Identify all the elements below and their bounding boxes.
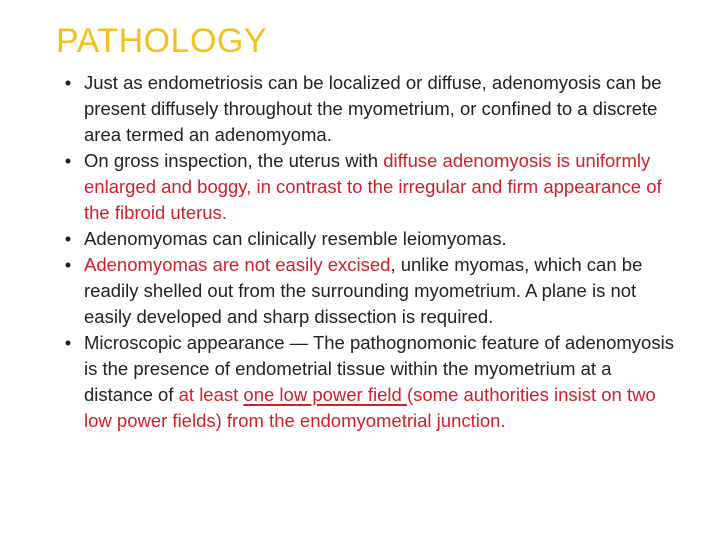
bullet-dot: •	[64, 254, 72, 275]
bullet-item	[58, 70, 678, 148]
bullet-text: Microscopic appearance — The pathognomonic feature of adenomyosis is the presence of endometrial tissue within the myometrium at a distance of	[84, 332, 674, 405]
underlined-emphasis-text: one low power field	[243, 384, 407, 405]
bullet-item	[58, 252, 678, 330]
bullet-emphasis-text: at least	[178, 384, 244, 405]
bullet-emphasis-text: (some authorities insist on two low power fields) from the endomyometrial junction.	[84, 384, 656, 431]
bullet-list	[58, 70, 678, 434]
bullet-item	[58, 226, 678, 252]
bullet-text: Just as endometriosis can be localized or diffuse, adenomyosis can be present diffusely throughout the myometrium, or confined to a discrete area termed an adenomyoma.	[84, 72, 662, 145]
bullet-dot: •	[64, 72, 72, 93]
bullet-item	[58, 330, 678, 434]
bullet-dot: •	[64, 332, 72, 353]
bullet-dot: •	[64, 150, 72, 171]
bullet-dot: •	[64, 228, 72, 249]
bullet-text: , unlike myomas, which can be readily shelled out from the surrounding myometrium. A plane is not easily developed and sharp dissection is required.	[84, 254, 643, 327]
slide-title: PATHOLOGY	[56, 22, 268, 60]
bullet-item	[58, 148, 678, 226]
bullet-text: Adenomyomas can clinically resemble leiomyomas.	[84, 228, 507, 249]
bullet-text: On gross inspection, the uterus with	[84, 150, 384, 171]
bullet-emphasis-text: Adenomyomas are not easily excised	[84, 254, 391, 275]
bullet-emphasis-text: diffuse adenomyosis is uniformly enlarged and boggy, in contrast to the irregular and firm appearance of the fibroid uterus.	[84, 150, 662, 223]
